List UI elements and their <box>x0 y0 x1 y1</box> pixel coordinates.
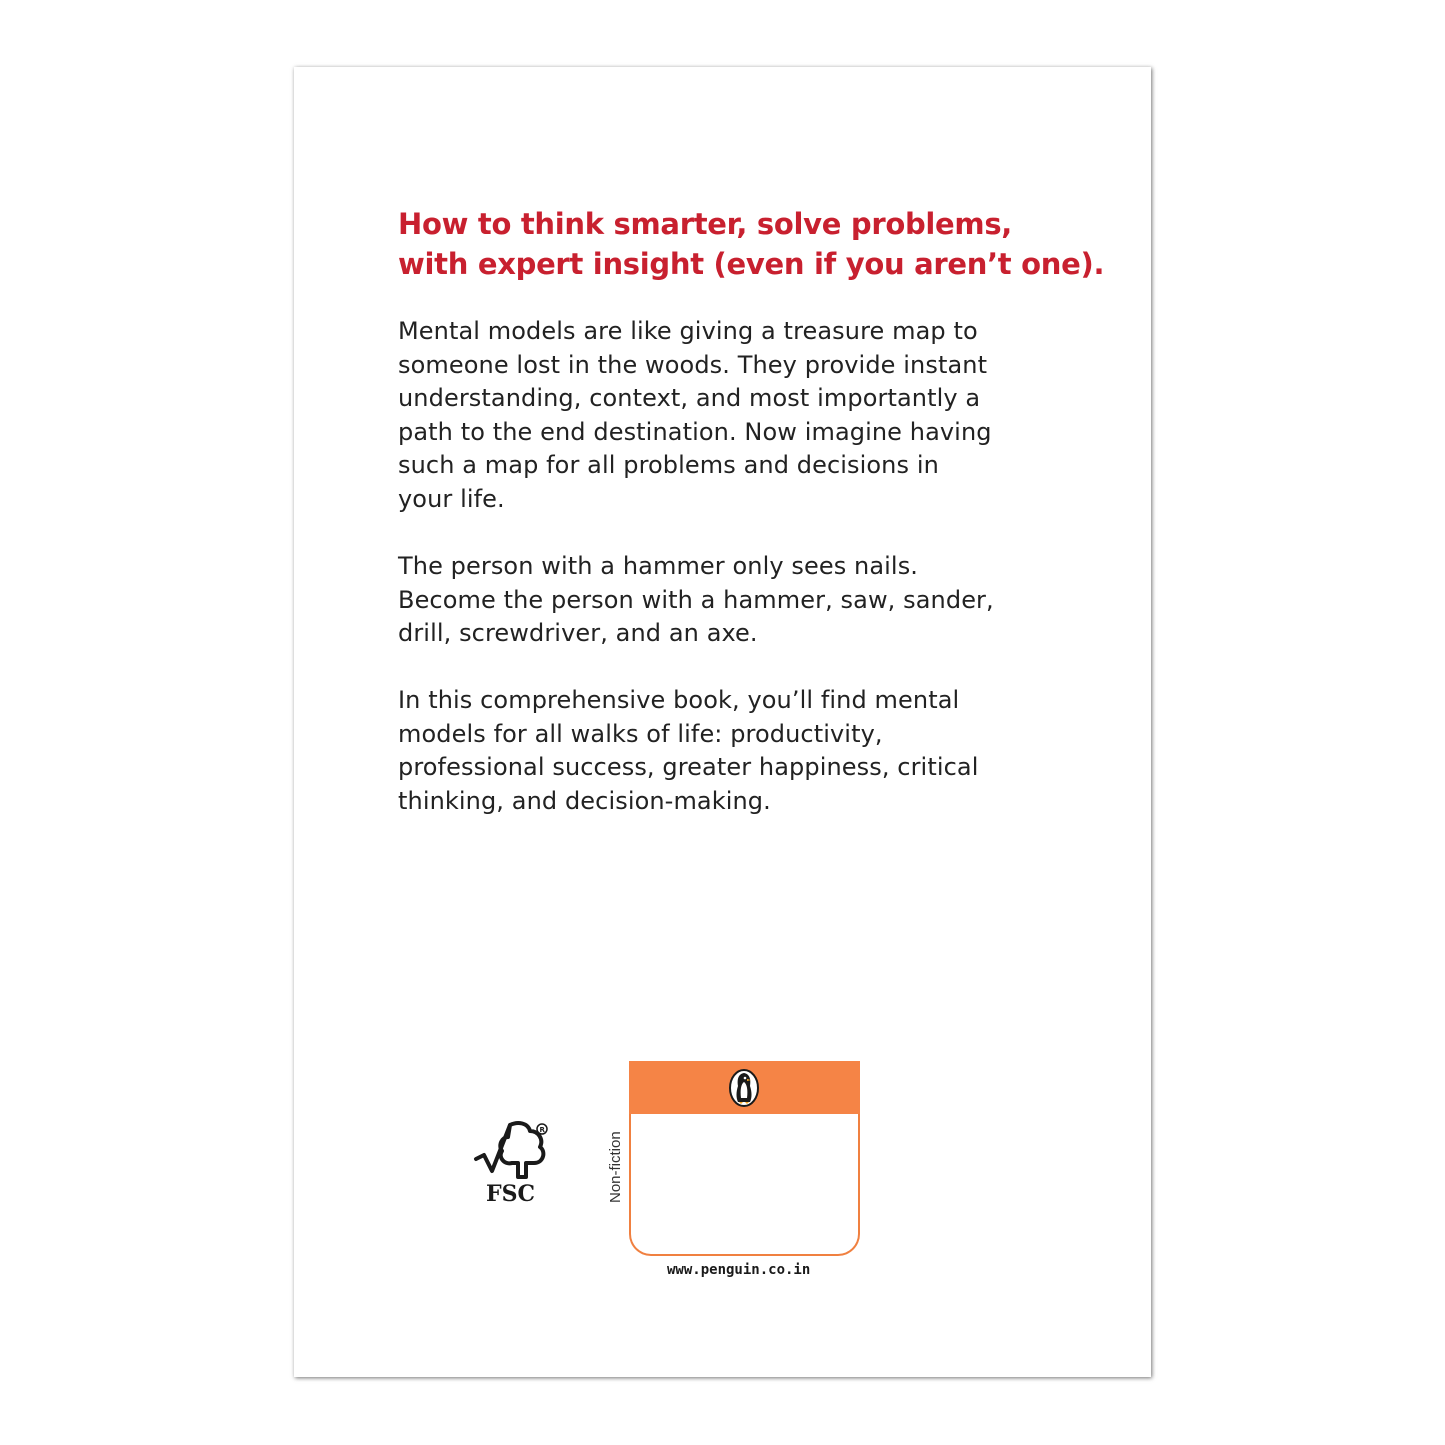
blurb-line: Become the person with a hammer, saw, sander, <box>398 585 994 614</box>
blurb-line: drill, screwdriver, and an axe. <box>398 619 758 648</box>
blurb-paragraph-3 <box>398 684 1078 818</box>
fsc-label: FSC <box>486 1181 536 1207</box>
svg-text:R: R <box>539 1126 545 1134</box>
blurb-line: understanding, context, and most importantly a <box>398 384 981 413</box>
blurb-line: In this comprehensive book, you’ll find mental <box>398 686 960 714</box>
blurb-line: models for all walks of life: productivity, <box>398 719 883 748</box>
blurb-line: professional success, greater happiness, critical <box>398 753 979 782</box>
blurb-line: Mental models are like giving a treasure map to <box>398 317 978 345</box>
blurb-line: someone lost in the woods. They provide instant <box>398 350 988 379</box>
blurb-line: thinking, and decision-making. <box>398 786 771 815</box>
penguin-logo-icon <box>728 1068 760 1108</box>
book-back-cover <box>294 67 1151 1377</box>
category-label: Non-fiction <box>607 1131 624 1203</box>
blurb-line: such a map for all problems and decisions in <box>398 451 939 480</box>
cover-headline <box>398 204 1105 284</box>
publisher-website: www.penguin.co.in <box>667 1262 811 1278</box>
blurb-paragraph-1 <box>398 315 1078 517</box>
blurb-line: your life. <box>398 484 505 513</box>
blurb-paragraph-2 <box>398 550 1078 651</box>
headline-line-2: with expert insight (even if you aren’t one). <box>398 247 1105 281</box>
blurb-line: The person with a hammer only sees nails. <box>398 552 919 580</box>
blurb-line: path to the end destination. Now imagine having <box>398 417 992 446</box>
headline-line-1: How to think smarter, solve problems, <box>398 207 1013 241</box>
